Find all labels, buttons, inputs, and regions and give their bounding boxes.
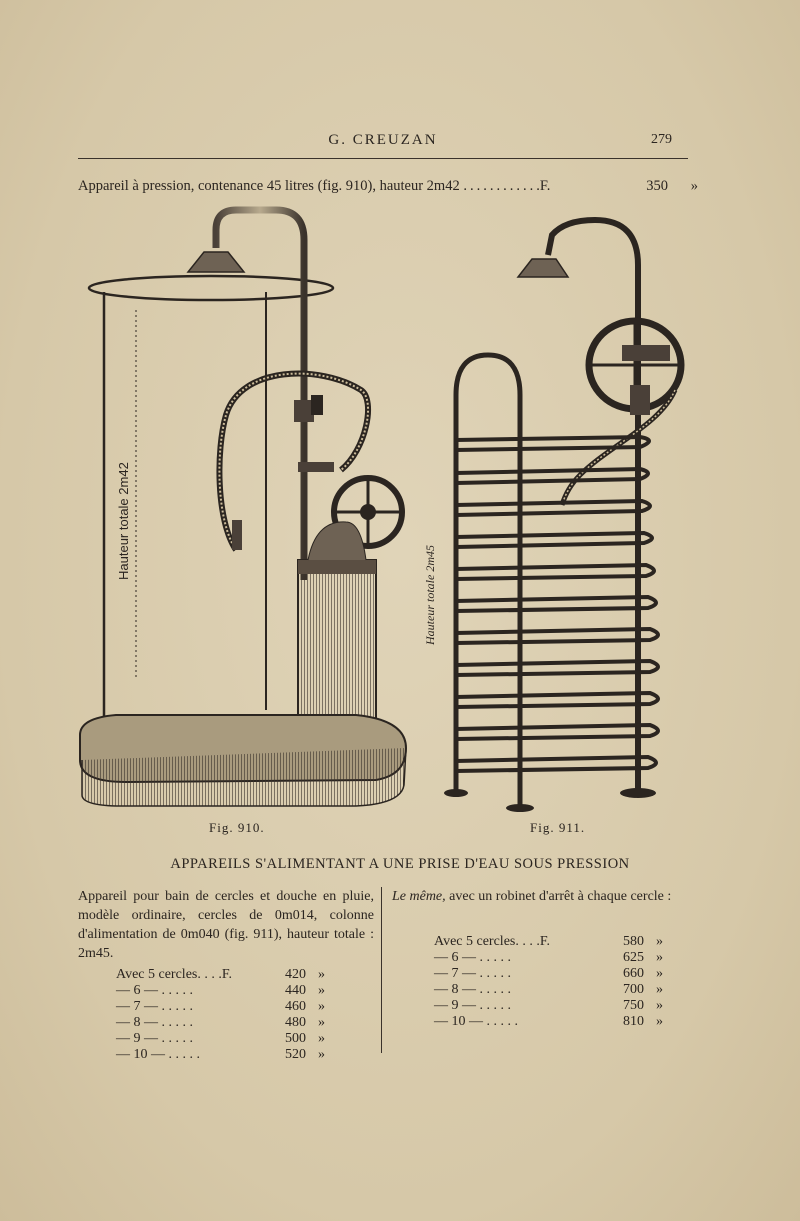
circle-bath-illustration [420,215,690,820]
fig911-caption: Fig. 911. [530,820,586,835]
table-row: — 9 — . . . . . 750 » [434,998,663,1013]
column-divider [381,887,382,1053]
table-row: Avec 5 cercles. . . .F. 420 » [116,967,325,982]
section-heading: APPAREILS S'ALIMENTANT A UNE PRISE D'EAU SOUS PRESSION [170,856,630,872]
table-row: — 9 — . . . . . 500 » [116,1031,325,1046]
running-title: G. CREUZAN [328,132,438,148]
fig911-height-label: Hauteur totale 2m45 [423,545,437,645]
figure-911 [420,215,690,820]
price-line-dots: ........... [463,178,537,194]
right-intro [392,887,692,906]
table-row: — 8 — . . . . . 700 » [434,982,663,997]
right-intro-italic: Le même, [392,889,446,904]
page-number: 279 [651,132,672,147]
price-line-currency: .F. [536,178,551,194]
fig910-height-label: Hauteur totale 2m42 [116,462,131,580]
table-row: — 7 — . . . . . 660 » [434,966,663,981]
right-price-table [434,934,670,1030]
table-row: — 10 — . . . . . 810 » [434,1014,663,1029]
price-line-price: 350 [646,178,668,194]
left-description: Appareil pour bain de cercles et douche en pluie, modèle ordinaire, cercles de 0m014, colonne d'alimentation de 0m040 (fig. 911), hauteur totale : 2m45. [78,889,374,961]
price-line-suffix: » [690,178,698,194]
right-column [392,887,692,1029]
running-head [78,128,688,159]
price-line-text: Appareil à pression, contenance 45 litres (fig. 910), hauteur 2m42 [78,178,460,194]
pressure-apparatus-price-line [78,178,698,195]
shower-with-tank-illustration [76,200,416,815]
left-column [78,887,374,1062]
figure-910 [76,200,416,815]
table-row: — 10 — . . . . . 520 » [116,1047,325,1062]
table-row: — 6 — . . . . . 625 » [434,950,663,965]
fig910-caption: Fig. 910. [209,820,265,835]
right-intro-text: avec un robinet d'arrêt à chaque cercle : [449,889,672,904]
left-price-table [116,967,332,1063]
table-row: Avec 5 cercles. . . .F. 580 » [434,934,663,949]
table-row: — 6 — . . . . . 440 » [116,983,325,998]
table-row: — 8 — . . . . . 480 » [116,1015,325,1030]
table-row: — 7 — . . . . . 460 » [116,999,325,1014]
